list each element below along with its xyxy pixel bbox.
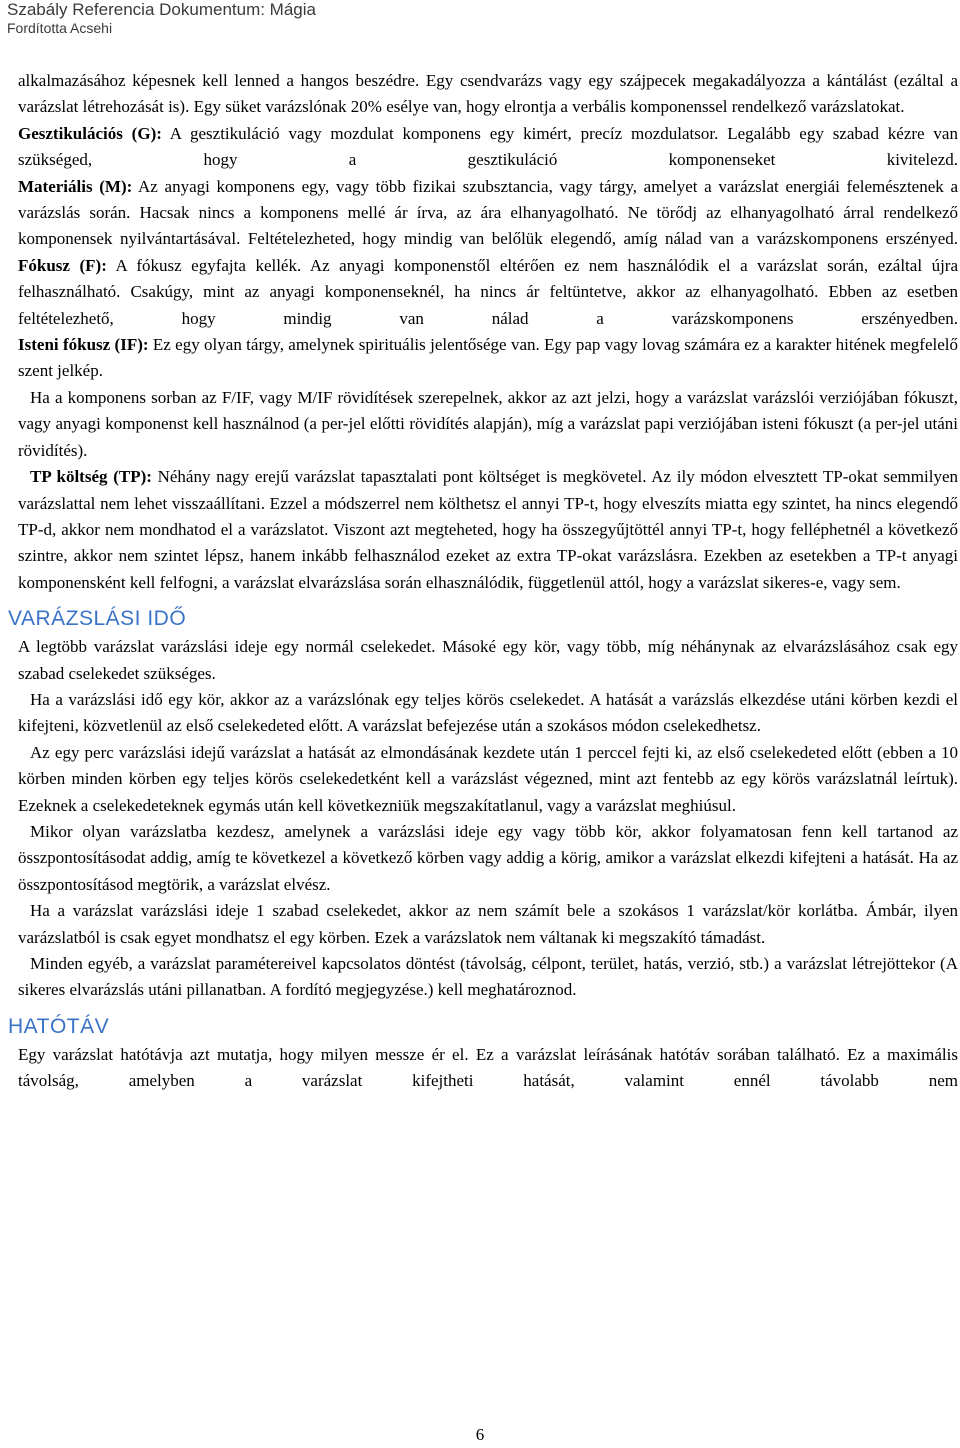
term-material: Materiális (M): (18, 176, 133, 196)
text-focus: A fókusz egyfajta kellék. Az anyagi komponenstől eltérően ez nem használódik el a varázslat során, ezáltal újra felhasználható. Csakúgy, mint az anyagi komponenseknél, ha nincs ár feltüntetve, akkor az elhanyagolható. Ebben az esetben feltételezhető, hogy mindig van nálad a varázskomponens erszényedben. (18, 255, 959, 328)
casting-time-paragraph: Ha a varázslat varázslási ideje 1 szabad cselekedet, akkor az nem számít bele a szokásos 1 varázslat/kör korlátba. Ámbár, ilyen varázslatból is csak egyet mondhatsz el egy körben. Ezek a varázslatok nem váltanak ki megszakító támadást. (18, 901, 958, 947)
text-gesture: A gesztikuláció vagy mozdulat komponens egy kimért, precíz mozdulatsor. Legalább egy szabad kézre van szükséged, hogy a gesztikuláció komponenseket kivitelezd. (18, 123, 958, 170)
range-paragraph: Egy varázslat hatótávja azt mutatja, hogy milyen messze ér el. Ez a varázslat leírásának hatótáv sorában található. Ez a maximális távolság, amelyben a varázslat kifejtheti hatását, valamint ennél távolabb nem (18, 1044, 958, 1091)
text-divine-focus: Ez egy olyan tárgy, amelynek spirituális jelentősége van. Egy pap vagy lovag számára ez a karakter hitének megfelelő szent jelkép. (18, 335, 958, 381)
casting-time-paragraph: Mikor olyan varázslatba kezdesz, amelynek a varázslási ideje egy vagy több kör, akkor folyamatosan fenn kell tartanod az összpontosításodat addig, amíg te következel a következő körben vagy addig a körig, amikor a varázslat elkezdi kifejteni a hatását. Ha az összpontosításod megtörik, a varázslat elvész. (18, 821, 958, 894)
document-subtitle: Fordította Acsehi (7, 20, 113, 36)
casting-time-paragraph: A legtöbb varázslat varázslási ideje egy normál cselekedet. Másoké egy kör, vagy több, míg néhánynak az elvarázslásához csak egy szabad cselekedet szükséges. (18, 637, 958, 683)
paragraph-xp-cost (18, 464, 958, 596)
paragraph-gesture (18, 121, 958, 174)
term-xp-cost: TP költség (TP): (30, 467, 152, 487)
paragraph-intro: alkalmazásához képesnek kell lenned a hangos beszédre. Egy csendvarázs vagy egy szájpecek megakadályozza a kántálást (ezáltal a varázslat létrehozását is). Egy süket varázslónak 20% esélye van, hogy elrontja a verbális komponenssel rendelkező varázslatokat. (18, 71, 958, 117)
casting-time-paragraph: Az egy perc varázslási idejű varázslat a hatását az elmondásának kezdete után 1 perccel fejti ki, az első cselekedeted előtt (ebben a 10 körben minden körben egy teljes körös cselekedetként kell a varázslást végezned, mint azt fentebb az egy körös varázslatnál leírtuk). Ezeknek a cselekedeteknek egymás után kell következniük megszakítatlanul, vagy a varázslat meghiúsul. (18, 742, 958, 815)
paragraph-focus (18, 253, 958, 332)
text-material: Az anyagi komponens egy, vagy több fizikai szubsztancia, vagy tárgy, amelyet a varázslat energiái felemésztenek a varázslás során. Hacsak nincs a komponens mellé ár írva, az ára elhanyagolható. Ne törődj az elhanyagolható árral rendelkező komponensek nyilvántartásával. Feltételezheted, hogy mindig van belőlük elegendő, amíg nálad van a varázskomponens erszényed. (18, 176, 958, 249)
paragraph-divine-focus (18, 332, 958, 385)
document-body (8, 68, 959, 1095)
document-title: Szabály Referencia Dokumentum: Mágia (7, 0, 316, 19)
page-number: 6 (475, 1425, 485, 1444)
casting-time-paragraph: Ha a varázslási idő egy kör, akkor az a varázslónak egy teljes körös cselekedet. A hatását a varázslás elkezdése utáni körben kezdi el kifejteni, közvetlenül az első cselekedeted előtt. A varázslat befejezése után a szokásos módon cselekedhetsz. (18, 689, 958, 736)
term-divine-focus: Isteni fókusz (IF): (18, 335, 149, 355)
section-heading-casting-time: VARÁZSLÁSI IDŐ (8, 607, 187, 631)
text-xp-cost: Néhány nagy erejű varázslat tapasztalati pont költséget is megkövetel. Az ily módon elvesztett TP-okat semmilyen varázslattal nem lehet visszaállítani. Ezzel a módszerrel nem költhetsz el annyi TP-t, hogy elveszíts miatta egy szintet, ha nincs elegendő TP-d, akkor nem mondhatod el a varázslatot. Viszont azt megteheted, hogy ha összegyűjtöttél annyi TP-t, hogy felléphetnél a következő szintre, akkor nem szintet lépsz, hanem inkább felhasználod ezeket az extra TP-okat varázslásra. Ezekben az esetekben a TP-t anyagi komponensként kell felfogni, a varázslat elvarázslása során elhasználódik, függetlenül attól, hogy a varázslat sikeres-e, vagy sem. (18, 467, 958, 592)
document-header (0, 0, 960, 40)
term-focus: Fókusz (F): (18, 255, 107, 275)
paragraph-material (18, 174, 958, 253)
term-gesture: Gesztikulációs (G): (18, 123, 162, 143)
paragraph-f-if: Ha a komponens sorban az F/IF, vagy M/IF rövidítések szerepelnek, akkor az azt jelzi, hogy a varázslat varázslói verziójában fókuszt, vagy anyagi komponenst kell használnod (a per-jel előtti rövidítés alapján), míg a varázslat papi verziójában isteni fókuszt (a per-jel utáni rövidítés). (18, 387, 958, 460)
section-heading-range: HATÓTÁV (8, 1014, 110, 1038)
casting-time-paragraph: Minden egyéb, a varázslat paramétereivel kapcsolatos döntést (távolság, célpont, terület, hatás, verzió, stb.) a varázslat létrejöttekor (A sikeres elvarázslás utáni pillanatban. A fordító megjegyzése.) kell meghatároznod. (18, 954, 958, 1000)
